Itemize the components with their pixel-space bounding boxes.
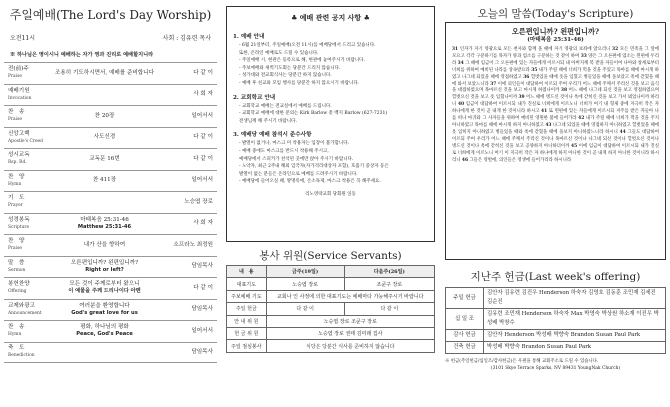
verse-number: 43 (545, 122, 552, 128)
announcement-item: - 예배당에 들어오실 때, 방명록에, 손소독제, 마스크 착용은 꼭 해주세요. (239, 179, 381, 185)
worship-row-english: Praise (8, 246, 22, 252)
worship-row-leader: 담임목사 (191, 263, 213, 270)
announcement-sections (233, 32, 428, 186)
verse-text: 내가 주릴 때에 너희가 먹을 것을 주었고 목마를 때에 마시게 하였고 나그네 되었을 때에 영접하였고 (452, 67, 659, 80)
announcement-item: - 주일예배 시, 현관은 등록으로 해, 현관에 놓여주시기 바랍니다. (239, 58, 365, 64)
worship-row-leader: 담임목사 (191, 348, 213, 355)
servants-this-week: 다 같 이 (266, 303, 344, 315)
offering-note: ※ 헌금(주일헌금/십일조/감사헌금)은 우편을 통해 교회주소로 드릴 수 있습니다. (445, 359, 599, 364)
worship-row-leader: 다 같 이 (193, 134, 213, 141)
servants-next-week: 조쿤구 장로 (344, 278, 434, 290)
verse-number: 35 (531, 67, 538, 73)
worship-rows (4, 62, 217, 363)
announcement-section (233, 93, 428, 126)
worship-row-content-line1: 오른편입니까? 왼편입니까? (70, 259, 139, 266)
worship-row-english: Offering (8, 289, 27, 295)
verse-number: 45 (571, 143, 578, 149)
worship-row (4, 213, 217, 235)
worship-row-title: 찬 양 (8, 238, 25, 245)
verse-number: 32 (612, 47, 619, 52)
servants-header-cell: 다음주(26일) (344, 266, 434, 278)
offering-row (446, 342, 666, 354)
verse-text: 헐벗었을 때에 옷을 입혔고 병들었을 때에 돌보았고 옥에 갇혔을 때에 와서 보았느니라 (452, 74, 659, 87)
announcement-item: 예배당에서 스피카가 찬석된 곳에만 앉아 주시기 바랍니다. (239, 156, 354, 162)
church-address: (3101 Skye Terrace Sparks, NV 89431 YoungNak Church) (490, 366, 621, 371)
worship-row-content-line2: Matthew 25:31-46 (77, 223, 132, 230)
announcement-item: - 예배 후 친교와 모임 행사를 당분간 하지 않으시기 바랍니다. (239, 80, 360, 86)
worship-row-label (4, 174, 44, 188)
offering-table (445, 287, 666, 354)
worship-row (4, 62, 217, 84)
verse-number: 39 (518, 95, 525, 101)
worship-row-label (4, 131, 44, 145)
worship-row-leader: 다 같 이 (193, 284, 213, 291)
worship-row-title: 찬 송 (8, 324, 25, 331)
announcement-column (226, 6, 435, 353)
worship-row-label (4, 303, 44, 317)
worship-row-content (44, 303, 165, 317)
servants-role: 헌 금 위 원 (227, 327, 267, 339)
worship-row-content (44, 134, 165, 141)
worship-row-title: 전(前)주 (8, 66, 29, 73)
worship-row-english: Praise (8, 74, 22, 80)
worship-row-title: 찬 송 (8, 109, 25, 116)
worship-row-leader: 일어서서 (191, 112, 213, 119)
worship-row-english: Invocation (8, 95, 32, 101)
worship-row-content-line1: 찬 20장 (94, 112, 115, 119)
servants-title: 봉사 위원(Service Servants) (259, 250, 402, 262)
worship-row-english: Apostle's Creed (8, 138, 43, 144)
servants-header-cell: 금주(19일) (266, 266, 344, 278)
verse-text: 모든 민족을 그 앞에 모으고 각각 구분하기를 목자가 양과 염소를 구분하는 것 같이 하여 (452, 47, 659, 59)
worship-row-content (44, 260, 165, 274)
verse-number: 36 (523, 74, 530, 80)
scripture-box (445, 22, 666, 260)
announcement-heading: 3. 예배당 예배 참석시 준수사항 (233, 132, 312, 139)
worship-row (4, 256, 217, 278)
worship-row-label (4, 260, 44, 274)
worship-row-content (44, 156, 165, 163)
worship-row-leader: 다 같 이 (193, 69, 213, 76)
worship-row (4, 277, 217, 299)
servants-row (227, 327, 435, 339)
offering-title: 지난주 헌금(Last week's offering) (470, 271, 641, 283)
servants-role: 안 내 위 원 (227, 315, 267, 327)
announcements-box (226, 6, 435, 242)
worship-row (4, 84, 217, 106)
verse-text: 인자가 자기 영광으로 모든 천사와 함께 올 때에 자기 영광의 보좌에 앉으리니 (459, 47, 611, 52)
verse-text: 그 때에 임금이 그 오른편에 있는 자들에게 이르시되 내 아버지께 복 받을 자들이여 나아와 창세로부터 너희를 위하여 예비된 나라를 상속받으라 (452, 60, 659, 73)
servants-role: 주일 헌금 (227, 303, 267, 315)
announcement-item: 또한, 온라인 예배로도 드릴 수 있습니다. (239, 50, 319, 56)
verse-text: 어느 때에 병드신 것이나 옥에 갇히신 것을 보고 가서 뵈었나이까 하리니 (452, 95, 659, 108)
worship-row (4, 299, 217, 321)
worship-title: 주일예배(The Lord's Day Worship) (9, 8, 212, 22)
servants-assignment: 교회나 인 사정에 의한 대표기도는 예배마다 가능해주시기 바랍니다 (266, 290, 434, 302)
worship-row (4, 127, 217, 149)
servants-this-week: 노승엽 장로 (266, 278, 344, 290)
verse-number: 37 (490, 81, 497, 87)
worship-row-content-line1: 사도신경 (93, 134, 116, 141)
worship-row (4, 148, 217, 170)
verse-number: 44 (619, 129, 626, 135)
worship-row-leader: 사 회 자 (193, 91, 213, 98)
announcement-item: - 주보예배와 새벽기도회는 당분간 드리지 않습니다. (239, 65, 341, 71)
verse-number: 38 (560, 88, 568, 94)
servants-role: 주보예배 기도 (227, 290, 267, 302)
worship-row-content-line1: 마태복음 25:31-46 (80, 216, 129, 223)
announcements-title: ♣ 예배 관련 공지 사항 ♣ (291, 13, 370, 22)
servants-assignment: 식당은 당분간 식사를 준비하지 않습니다 (266, 340, 434, 352)
worship-row-english: Benediction (8, 353, 35, 359)
servants-assignment: 노승엽 장로 조쿤구 장로 (266, 315, 434, 327)
worship-row-title: 축 도 (8, 345, 25, 352)
announcement-heading: 1. 예배 안내 (233, 34, 265, 40)
worship-row-title: 봉헌찬양 (8, 281, 30, 288)
verse-number: 31 (452, 47, 459, 52)
offering-row (446, 330, 666, 342)
worship-row-content-line2: 이 예물을 주께 드리나이다 아멘 (68, 288, 141, 295)
worship-row-title: 찬 양 (8, 173, 25, 180)
worship-row-label (4, 66, 44, 80)
verse-text: 임금이 대답하여 이르시되 내가 진실로 너희에게 이르노니 너희가 여기 내 형제 중에 지극히 작은 자 하나에게 한 것이 곧 내게 한 것이니라 하시고 (452, 102, 659, 115)
verse-text: 나그네 되었을 때에 영접하지 아니하였고 헐벗었을 때에 옷 입히지 아니하였고 병들었을 때와 옥에 갇혔을 때에 돌보지 아니하였느니라 하시니 (452, 122, 659, 135)
worship-row-content (44, 177, 165, 184)
verse-number: 34 (457, 60, 464, 66)
worship-row-title: 교제와광고 (8, 302, 36, 309)
worship-row-label (4, 345, 44, 359)
verse-text: 이에 임금이 대답하여 이르시되 내가 진실로 너희에게 이르노니 여기 이 지극히 작은 자 하나에게 하지 아니한 것이 곧 내게 하지 아니한 것이니라 하시리니 (452, 143, 659, 163)
worship-row-content (44, 217, 165, 231)
announcements-signature: 리노영락교회 당회원 일동 (305, 191, 356, 197)
announcement-items (233, 42, 428, 88)
servants-role: 주일 점심봉사 (227, 340, 267, 352)
worship-row-content-line1: 평화, 하나님의 평화 (80, 324, 129, 331)
worship-row-content (44, 281, 165, 295)
worship-row-english: Hymn (8, 181, 22, 187)
worship-row (4, 191, 217, 213)
worship-row-label (4, 88, 44, 102)
announcement-section (233, 32, 428, 88)
announcement-items (233, 103, 428, 126)
verse-number: 40 (457, 102, 465, 108)
worship-row-leader: 일어서서 (191, 327, 213, 334)
worship-row-label (4, 195, 44, 209)
verse-number: 41 (541, 109, 548, 115)
worship-row-label (4, 324, 44, 338)
servants-row (227, 315, 435, 327)
worship-row-content (44, 70, 165, 77)
servants-body (227, 278, 435, 352)
worship-row-content-line1: 모든 것이 주께로부터 왔으니 (69, 281, 140, 288)
worship-row (4, 105, 217, 127)
servants-row (227, 303, 435, 315)
worship-row (4, 170, 217, 192)
verse-text: 내가 주릴 때에 너희가 먹을 것을 주지 아니하였고 목마를 때에 마시게 하지 아니하였고 (452, 116, 659, 128)
worship-row-content-line2: God's great love for us (71, 309, 138, 316)
worship-row-content (44, 242, 165, 249)
offering-category: 감사 헌금 (446, 330, 484, 342)
verse-text: 또 왼편에 있는 자들에게 이르시되 저주를 받은 자들아 나를 떠나 마귀와 그 사자들을 위하여 예비된 영원한 불에 들어가라 (452, 109, 659, 122)
worship-row-english: Announcement (8, 310, 42, 316)
worship-row-title: 성경봉독 (8, 216, 30, 223)
servants-table (226, 265, 435, 353)
worship-row-title: 예배기원 (8, 87, 30, 94)
worship-row-label (4, 238, 44, 252)
announcement-item: - 예배 중에도 마스크를 반드시 착용해 주시고, (239, 148, 329, 154)
servants-role: 대표기도 (227, 278, 267, 290)
verse-text: 양은 그 오른편에 염소는 왼편에 두리라 (452, 53, 659, 66)
servants-row (227, 290, 435, 302)
worship-presider: 사회 : 김유련 목사 (162, 35, 211, 42)
servants-assignment: 노승엽 장로 권태 김미래 집사 (266, 327, 434, 339)
scripture-column (445, 6, 666, 372)
worship-row-title: 기 도 (8, 195, 25, 202)
worship-row-english: Hymn (8, 332, 22, 338)
worship-row-content (44, 113, 165, 120)
worship-row-leader: 담임목사 (191, 306, 213, 313)
verse-number: 33 (580, 53, 587, 59)
worship-note: ※ 하나님은 영이시니 예배하는 자가 영과 진리로 예배할지니라 (10, 52, 154, 58)
announcement-item: 전생님께 해 주시기 바랍니다. (239, 118, 297, 124)
offering-names: 김유련 조민재 Henderson 하숙자 Max 박영숙 박상원 하소재 이진우 박성배 박창수 (484, 309, 666, 330)
servants-row (227, 278, 435, 290)
worship-row-content-line1: 찬 411장 (92, 177, 117, 184)
verse-number: 46 (461, 157, 469, 163)
worship-row-content-line1: 내가 산을 향하여 (83, 241, 126, 248)
worship-row-label (4, 217, 44, 231)
announcement-items (233, 140, 428, 186)
verse-text: 어느 때에 나그네 되신 것을 보고 영접하였으며 헐벗으신 것을 보고 옷 입혔나이까 (452, 88, 659, 101)
worship-row-label (4, 281, 44, 295)
servants-next-week: 다 같 이 (344, 303, 434, 315)
offering-category: 건축 헌금 (446, 342, 484, 354)
worship-row-title: 신앙고백 (8, 130, 30, 137)
worship-row-english: Praise (8, 117, 22, 123)
worship-row-english: Sermon (8, 267, 26, 273)
worship-row-content-line1: 조용히 기도하시면서, 예배를 준비합니다 (55, 69, 154, 76)
scripture-text (452, 47, 659, 164)
worship-meta (4, 30, 217, 48)
verse-text: 이에 의인들이 대답하여 이르되 주여 우리가 어느 때에 주께서 주리신 것을 보고 음식을 대접하였으며 목마르신 것을 보고 마시게 하였나이까 (452, 81, 659, 94)
worship-row-content-line1: 교독문 16번 (89, 155, 120, 162)
verse-number: 42 (578, 116, 585, 122)
offering-row (446, 309, 666, 330)
announcement-item: - 노약자, 최근 2주내 해외 입국자(자가격리대상자 포함), 호흡기 증상자 등은 (239, 164, 389, 170)
scripture-title: 오늘의 말씀(Today's Scripture) (477, 8, 634, 20)
worship-row-english: Scripture (8, 224, 30, 230)
announcement-item: - 교회학교 예배에 대한 문의는 Kirk Barlow 총 백지 Barlow (627-7231) (239, 111, 388, 117)
worship-row (4, 342, 217, 364)
verse-text: 그들도 대답하여 이르되 주여 우리가 어느 때에 주께서 주리신 것이나 목마르신 것이나 나그네 되신 것이나 헐벗으신 것이나 병드신 것이나 옥에 갇히신 것을 보고 공양하지 아니하더이까 (452, 129, 659, 149)
worship-row-label (4, 152, 44, 166)
announcement-item: - 성가대와 전교회식사는 당분간 하지 않습니다. (239, 73, 332, 79)
worship-row-leader: 일어서서 (191, 177, 213, 184)
worship-time: 오전11시 (10, 35, 36, 42)
worship-row-title: 말 씀 (8, 259, 25, 266)
worship-row-label (4, 109, 44, 123)
announcement-item: - 발열이 없거나, 마스크 미 착용자는 입장이 불가합니다. (239, 141, 350, 147)
worship-row-content (44, 324, 165, 338)
offering-names: 김안자 김유련 김진우 Henderson 하숙자 김영호 김동훈 조민재 김세진 김순진 (484, 288, 666, 309)
worship-row (4, 234, 217, 256)
servants-header-row (227, 266, 435, 278)
servants-header-cell: 내 용 (227, 266, 267, 278)
scripture-reference: (마태복음 25:31-46) (527, 37, 584, 43)
worship-row-leader: 노승엽 장로 (184, 198, 213, 205)
worship-row-english: Rsp. Rd. (8, 160, 27, 166)
worship-row (4, 320, 217, 342)
announcement-item: - 교회학교 예배는 전교실에서 예배를 드립니다. (239, 103, 332, 109)
sermon-question: 오른편입니까? 왼편입니까? (511, 27, 600, 36)
worship-order (4, 4, 217, 403)
announcement-item: 발열이 없는 분들은 온라인으로 예배를 드려주시기 바랍니다. (239, 171, 358, 177)
worship-row-title: 성시교독 (8, 152, 30, 159)
worship-row-english: Prayer (8, 203, 23, 209)
offering-category: 주일 헌금 (446, 288, 484, 309)
verse-text: 그들은 영벌에, 의인들은 영생에 들어가리라 하시니라 (469, 157, 572, 163)
worship-row-content-line1: 여러분을 환영합니다 (79, 302, 130, 309)
offering-row (446, 288, 666, 309)
announcement-item: - 6월 21일부터, 주일예배(오전 11시)를 예배당에서 드리고 있습니다. (239, 43, 376, 48)
offering-names: 김안자 Henderson 박성배 박향숙 Brandon Susan Paul Park (484, 330, 666, 342)
offering-names: 박성배 박향숙 Brandon Susan Paul Park (484, 342, 666, 354)
servants-row (227, 340, 435, 352)
worship-row-content-line2: Peace, God's Peace (76, 331, 133, 338)
worship-row-leader: 소프라노 최정원 (173, 241, 213, 248)
worship-row-leader: 사 회 자 (193, 220, 213, 227)
announcement-section (233, 130, 428, 186)
announcement-heading: 2. 교회학교 안내 (233, 94, 276, 101)
worship-row-leader: 다 같 이 (193, 155, 213, 162)
worship-row-content-line2: Right or left? (85, 266, 124, 273)
offering-category: 십 일 조 (446, 309, 484, 330)
